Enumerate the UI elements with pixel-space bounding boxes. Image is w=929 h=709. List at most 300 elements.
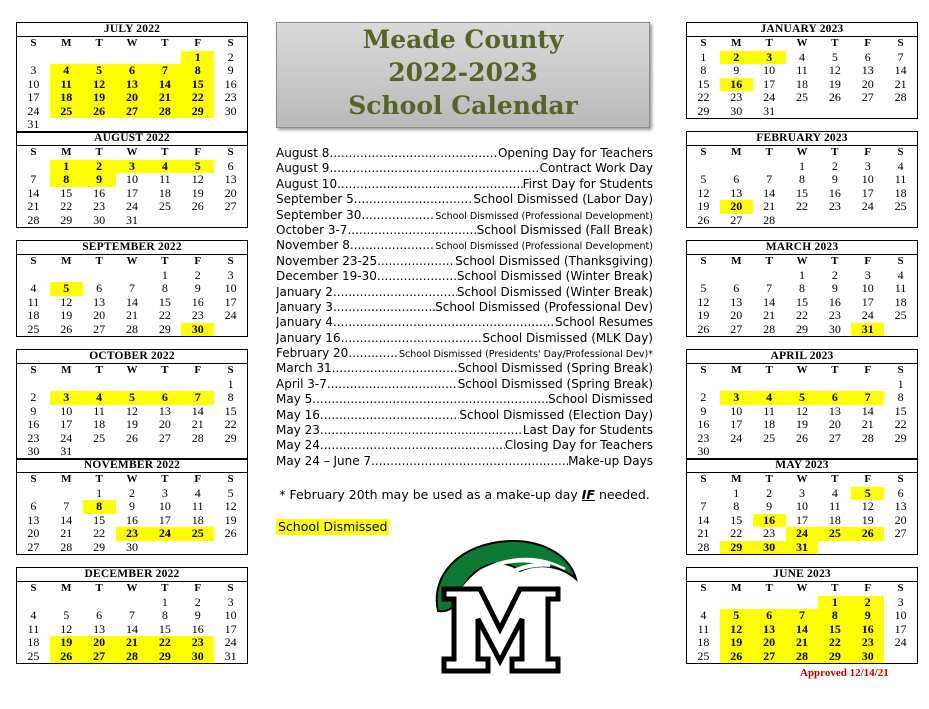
- day-cell: 24: [861, 308, 874, 322]
- day-cell: 27: [730, 212, 743, 227]
- weekday-header: T: [95, 146, 103, 158]
- empty-cell: [753, 596, 786, 610]
- event-description: Make-up Days: [568, 453, 653, 468]
- event-description: School Dismissed (Winter Break): [456, 269, 653, 284]
- day-cell: 6: [733, 281, 740, 295]
- day-cell-highlighted: 20: [83, 636, 116, 650]
- month-title: JULY 2022: [17, 23, 247, 37]
- day-cell: 9: [30, 403, 37, 418]
- weekday-header: W: [796, 364, 808, 376]
- title-line-1: Meade County: [362, 25, 564, 54]
- dot-leader: [350, 238, 435, 252]
- day-cell: 2: [30, 390, 37, 404]
- meade-m-logo: [420, 535, 580, 677]
- day-cell: 21: [27, 199, 40, 213]
- day-cell: 14: [763, 185, 776, 200]
- day-cell: 11: [894, 281, 907, 295]
- weekday-header: T: [765, 37, 773, 49]
- day-cell-highlighted: 4: [148, 160, 181, 174]
- day-cell-highlighted: 23: [851, 636, 884, 650]
- weekday-header: S: [700, 146, 707, 158]
- day-cell: 7: [766, 172, 773, 186]
- day-cell: 6: [96, 281, 103, 295]
- weekday-header: W: [126, 364, 138, 376]
- empty-cell: [83, 269, 116, 283]
- day-cell: 17: [894, 621, 907, 636]
- day-cell-highlighted: 5: [83, 64, 116, 78]
- day-cell: 27: [730, 321, 743, 336]
- event-description: Closing Day for Teachers: [504, 438, 653, 453]
- day-cell: 8: [733, 499, 740, 513]
- empty-cell: [687, 487, 720, 501]
- day-cell-highlighted: 28: [148, 105, 181, 119]
- day-cell-highlighted: 20: [116, 91, 149, 105]
- day-cell: 1: [96, 485, 103, 500]
- empty-cell: [17, 378, 50, 392]
- day-cell: 28: [27, 212, 40, 227]
- day-cell: 29: [93, 539, 106, 554]
- month-day-grid: [687, 582, 917, 663]
- day-cell: 24: [27, 103, 40, 118]
- day-cell: 9: [128, 499, 135, 513]
- event-date: January 2: [276, 284, 333, 299]
- weekday-header: F: [864, 146, 872, 158]
- day-cell: 18: [697, 635, 710, 649]
- day-cell: 19: [861, 512, 874, 527]
- day-cell: 24: [224, 308, 237, 322]
- day-cell: 1: [798, 158, 805, 173]
- weekday-header: S: [30, 37, 37, 49]
- weekday-header: T: [765, 473, 773, 485]
- event-row: [276, 208, 653, 223]
- weekday-header: F: [194, 473, 202, 485]
- day-cell: 10: [730, 403, 743, 418]
- day-cell: 12: [697, 294, 710, 309]
- day-cell: 19: [795, 417, 808, 431]
- weekday-header: F: [194, 364, 202, 376]
- event-row: [276, 254, 653, 269]
- month-day-grid: [687, 473, 917, 554]
- empty-cell: [753, 269, 786, 283]
- day-cell: 13: [224, 172, 237, 186]
- empty-cell: [116, 51, 149, 65]
- day-cell: 17: [795, 512, 808, 527]
- day-cell-highlighted: 22: [181, 91, 214, 105]
- day-cell: 17: [730, 417, 743, 431]
- empty-cell: [50, 269, 83, 283]
- day-cell: 24: [763, 90, 776, 104]
- day-cell: 4: [30, 281, 37, 295]
- event-date: May 24: [276, 438, 320, 453]
- day-cell: 14: [697, 512, 710, 527]
- day-cell: 13: [93, 294, 106, 309]
- weekday-header: T: [831, 37, 839, 49]
- day-cell-highlighted: 16: [720, 78, 753, 92]
- dot-leader: [347, 223, 476, 237]
- day-cell: 22: [60, 199, 73, 213]
- day-cell: 14: [27, 185, 40, 200]
- day-cell: 5: [700, 281, 707, 295]
- weekday-header: S: [227, 255, 234, 267]
- weekday-header: T: [161, 582, 169, 594]
- day-cell: 18: [191, 512, 204, 527]
- day-cell: 17: [861, 294, 874, 309]
- event-description: School Dismissed (Professional Dev): [435, 299, 653, 314]
- makeup-day-note: [276, 486, 653, 503]
- day-cell-highlighted: 7: [148, 64, 181, 78]
- day-cell: 10: [224, 281, 237, 295]
- event-row: [276, 438, 653, 453]
- day-cell: 15: [158, 294, 171, 309]
- dot-leader: [327, 377, 458, 391]
- day-cell: 22: [697, 90, 710, 104]
- dot-leader: [320, 438, 505, 452]
- day-cell: 21: [861, 417, 874, 431]
- note-text-before: * February 20th may be used as a make-up day: [279, 487, 582, 502]
- day-cell: 15: [730, 512, 743, 527]
- day-cell-highlighted: 25: [50, 105, 83, 119]
- event-row: [276, 285, 653, 300]
- day-cell-highlighted: 25: [181, 527, 214, 541]
- day-cell-highlighted: 26: [50, 650, 83, 664]
- event-date: February 20: [276, 346, 349, 361]
- day-cell: 17: [224, 621, 237, 636]
- day-cell: 24: [125, 199, 138, 213]
- day-cell: 4: [897, 158, 904, 173]
- day-cell-highlighted: 31: [786, 541, 819, 555]
- day-cell: 28: [697, 539, 710, 554]
- dot-leader: [341, 331, 483, 345]
- weekday-header: T: [95, 255, 103, 267]
- day-cell: 29: [795, 321, 808, 336]
- day-cell: 13: [93, 621, 106, 636]
- day-cell: 22: [93, 526, 106, 540]
- event-row: [276, 269, 653, 284]
- day-cell-highlighted: 25: [818, 527, 851, 541]
- day-cell-highlighted: 13: [116, 78, 149, 92]
- day-cell: 28: [763, 212, 776, 227]
- day-cell: 15: [697, 76, 710, 91]
- day-cell: 7: [766, 281, 773, 295]
- day-cell-highlighted: 22: [148, 636, 181, 650]
- empty-cell: [720, 378, 753, 392]
- day-cell: 19: [697, 199, 710, 213]
- day-cell: 18: [158, 185, 171, 200]
- event-description: School Dismissed (Fall Break): [476, 222, 653, 237]
- day-cell-highlighted: 9: [851, 609, 884, 623]
- weekday-header: F: [864, 364, 872, 376]
- day-cell: 13: [730, 185, 743, 200]
- event-date: October 3-7: [276, 222, 348, 237]
- day-cell: 30: [697, 444, 710, 458]
- event-row: [276, 377, 653, 392]
- weekday-header: M: [731, 582, 742, 594]
- month-calendar: [686, 349, 918, 460]
- day-cell: 4: [798, 49, 805, 64]
- weekday-header: T: [831, 255, 839, 267]
- day-cell: 16: [125, 512, 138, 527]
- day-cell: 6: [897, 485, 904, 500]
- month-calendar: [16, 567, 248, 664]
- event-date: September 5: [276, 192, 354, 207]
- month-calendar: [16, 458, 248, 555]
- day-cell-highlighted: 28: [116, 650, 149, 664]
- day-cell-highlighted: 5: [181, 160, 214, 174]
- weekday-header: T: [765, 582, 773, 594]
- empty-cell: [50, 378, 83, 392]
- empty-cell: [720, 269, 753, 283]
- day-cell: 29: [894, 430, 907, 445]
- weekday-header: F: [864, 37, 872, 49]
- day-cell: 1: [161, 594, 168, 609]
- day-cell: 14: [861, 403, 874, 418]
- day-cell: 30: [125, 539, 138, 554]
- day-cell-highlighted: 30: [181, 650, 214, 664]
- day-cell: 29: [697, 103, 710, 118]
- day-cell: 26: [697, 321, 710, 336]
- day-cell: 16: [191, 621, 204, 636]
- weekday-header: S: [227, 146, 234, 158]
- day-cell: 6: [30, 499, 37, 513]
- day-cell-highlighted: 7: [181, 391, 214, 405]
- day-cell: 11: [27, 294, 40, 309]
- day-cell: 30: [93, 212, 106, 227]
- day-cell-highlighted: 1: [818, 596, 851, 610]
- empty-cell: [786, 596, 819, 610]
- day-cell: 31: [224, 648, 237, 663]
- empty-cell: [753, 160, 786, 174]
- day-cell: 25: [697, 648, 710, 663]
- weekday-header: F: [194, 37, 202, 49]
- day-cell: 18: [93, 417, 106, 431]
- day-cell-highlighted: 30: [753, 541, 786, 555]
- day-cell: 25: [894, 308, 907, 322]
- weekday-header: S: [700, 364, 707, 376]
- day-cell-highlighted: 27: [753, 650, 786, 664]
- day-cell: 14: [60, 512, 73, 527]
- weekday-header: S: [700, 582, 707, 594]
- day-cell: 3: [798, 485, 805, 500]
- weekday-header: M: [731, 473, 742, 485]
- weekday-header: M: [61, 582, 72, 594]
- day-cell: 8: [798, 172, 805, 186]
- day-cell: 8: [161, 281, 168, 295]
- empty-cell: [720, 596, 753, 610]
- event-description: School Resumes: [554, 315, 653, 330]
- day-cell: 12: [60, 294, 73, 309]
- month-calendar: [16, 22, 248, 133]
- empty-cell: [83, 596, 116, 610]
- month-title: FEBRUARY 2023: [687, 132, 917, 146]
- weekday-header: T: [95, 37, 103, 49]
- event-description: School Dismissed (Professional Development): [435, 241, 653, 253]
- day-cell: 11: [763, 403, 775, 418]
- day-cell: 26: [60, 321, 73, 336]
- day-cell-highlighted: 30: [851, 650, 884, 664]
- day-cell: 7: [128, 608, 135, 622]
- day-cell: 10: [60, 403, 73, 418]
- day-cell: 25: [894, 199, 907, 213]
- day-cell: 25: [763, 430, 776, 445]
- event-description: Opening Day for Teachers: [497, 146, 653, 160]
- event-date: May 24 – June 7: [276, 453, 372, 468]
- day-cell-highlighted: 1: [181, 51, 214, 65]
- day-cell: 2: [128, 485, 135, 500]
- event-date: April 3-7: [276, 376, 327, 391]
- day-cell: 27: [828, 430, 841, 445]
- weekday-header: S: [227, 364, 234, 376]
- day-cell: 13: [730, 294, 743, 309]
- day-cell: 25: [158, 199, 171, 213]
- weekday-header: S: [30, 364, 37, 376]
- day-cell: 15: [894, 403, 907, 418]
- weekday-header: S: [30, 146, 37, 158]
- day-cell-highlighted: 5: [851, 487, 884, 501]
- day-cell: 27: [894, 526, 907, 540]
- empty-cell: [83, 51, 116, 65]
- day-cell: 9: [194, 281, 201, 295]
- weekday-header: S: [30, 473, 37, 485]
- day-cell: 6: [864, 49, 871, 64]
- day-cell-highlighted: 27: [116, 105, 149, 119]
- title-line-3: School Calendar: [348, 91, 578, 120]
- weekday-header: W: [126, 473, 138, 485]
- day-cell: 1: [227, 376, 234, 391]
- day-cell: 9: [766, 499, 773, 513]
- day-cell-highlighted: 9: [83, 173, 116, 187]
- day-cell: 11: [829, 499, 841, 513]
- day-cell: 31: [125, 212, 138, 227]
- day-cell: 6: [96, 608, 103, 622]
- day-cell: 22: [730, 526, 743, 540]
- weekday-header: S: [227, 582, 234, 594]
- day-cell-highlighted: 6: [753, 609, 786, 623]
- month-day-grid: [687, 364, 917, 459]
- day-cell: 26: [224, 526, 237, 540]
- day-cell: 1: [897, 376, 904, 391]
- empty-cell: [50, 596, 83, 610]
- empty-cell: [116, 269, 149, 283]
- day-cell: 1: [700, 49, 707, 64]
- day-cell: 28: [763, 321, 776, 336]
- event-description: Last Day for Students: [522, 423, 653, 438]
- day-cell-highlighted: 3: [720, 391, 753, 405]
- weekday-header: W: [796, 582, 808, 594]
- event-description: School Dismissed (Professional Development): [435, 210, 653, 222]
- day-cell: 11: [697, 621, 710, 636]
- day-cell: 29: [224, 430, 237, 445]
- month-day-grid: [17, 473, 247, 554]
- day-cell: 15: [224, 403, 237, 418]
- event-date: May 16: [276, 407, 320, 422]
- day-cell: 9: [700, 403, 707, 418]
- day-cell: 15: [795, 185, 808, 200]
- month-title: OCTOBER 2022: [17, 350, 247, 364]
- note-emphasis: IF: [581, 487, 595, 502]
- day-cell: 21: [763, 308, 776, 322]
- day-cell: 18: [795, 76, 808, 91]
- day-cell-highlighted: 23: [116, 527, 149, 541]
- day-cell: 20: [158, 417, 171, 431]
- day-cell: 23: [828, 199, 841, 213]
- day-cell: 27: [158, 430, 171, 445]
- day-cell: 27: [861, 90, 874, 104]
- event-description: School Dismissed: [547, 392, 653, 407]
- weekday-header: T: [161, 473, 169, 485]
- day-cell: 20: [27, 526, 40, 540]
- day-cell: 4: [700, 608, 707, 622]
- day-cell: 4: [897, 267, 904, 282]
- day-cell: 19: [125, 417, 138, 431]
- weekday-header: T: [831, 582, 839, 594]
- empty-cell: [17, 596, 50, 610]
- day-cell: 16: [224, 76, 237, 91]
- day-cell: 3: [227, 594, 234, 609]
- day-cell-highlighted: 28: [786, 650, 819, 664]
- day-cell: 8: [798, 281, 805, 295]
- event-description: School Dismissed (Election Day): [459, 407, 653, 422]
- day-cell: 25: [93, 430, 106, 445]
- day-cell-highlighted: 19: [83, 91, 116, 105]
- day-cell: 6: [227, 158, 234, 173]
- day-cell: 10: [861, 281, 874, 295]
- title-line-2: 2022-2023: [388, 58, 538, 87]
- day-cell: 28: [894, 90, 907, 104]
- day-cell: 14: [191, 403, 204, 418]
- day-cell: 18: [763, 417, 776, 431]
- day-cell: 3: [864, 158, 871, 173]
- weekday-header: S: [700, 473, 707, 485]
- day-cell: 20: [861, 76, 874, 91]
- day-cell-highlighted: 21: [786, 636, 819, 650]
- weekday-header: S: [30, 255, 37, 267]
- weekday-header: S: [897, 255, 904, 267]
- day-cell-highlighted: 5: [786, 391, 819, 405]
- event-list: [276, 146, 653, 469]
- day-cell: 14: [763, 294, 776, 309]
- day-cell: 4: [194, 485, 201, 500]
- dot-leader: [333, 300, 435, 314]
- day-cell: 31: [27, 117, 40, 131]
- dot-leader: [332, 361, 458, 375]
- event-date: August 9: [276, 161, 330, 176]
- dot-leader: [333, 315, 555, 329]
- month-day-grid: [17, 364, 247, 459]
- weekday-header: S: [897, 364, 904, 376]
- event-description: School Dismissed (Winter Break): [456, 284, 653, 299]
- day-cell: 17: [125, 185, 138, 200]
- event-date: November 23-25: [276, 253, 378, 268]
- day-cell-highlighted: 26: [720, 650, 753, 664]
- day-cell-highlighted: 31: [851, 323, 884, 337]
- day-cell: 29: [60, 212, 73, 227]
- day-cell-highlighted: 29: [181, 105, 214, 119]
- month-title: DECEMBER 2022: [17, 568, 247, 582]
- month-day-grid: [17, 255, 247, 336]
- event-row: [276, 315, 653, 330]
- day-cell-highlighted: 6: [818, 391, 851, 405]
- month-day-grid: [17, 37, 247, 132]
- day-cell-highlighted: 2: [83, 160, 116, 174]
- day-cell: 19: [60, 308, 73, 322]
- day-cell: 28: [125, 321, 138, 336]
- day-cell-highlighted: 5: [720, 609, 753, 623]
- weekday-header: F: [194, 255, 202, 267]
- weekday-header: T: [95, 473, 103, 485]
- day-cell-highlighted: 13: [753, 623, 786, 637]
- day-cell: 25: [27, 648, 40, 663]
- day-cell: 22: [795, 199, 808, 213]
